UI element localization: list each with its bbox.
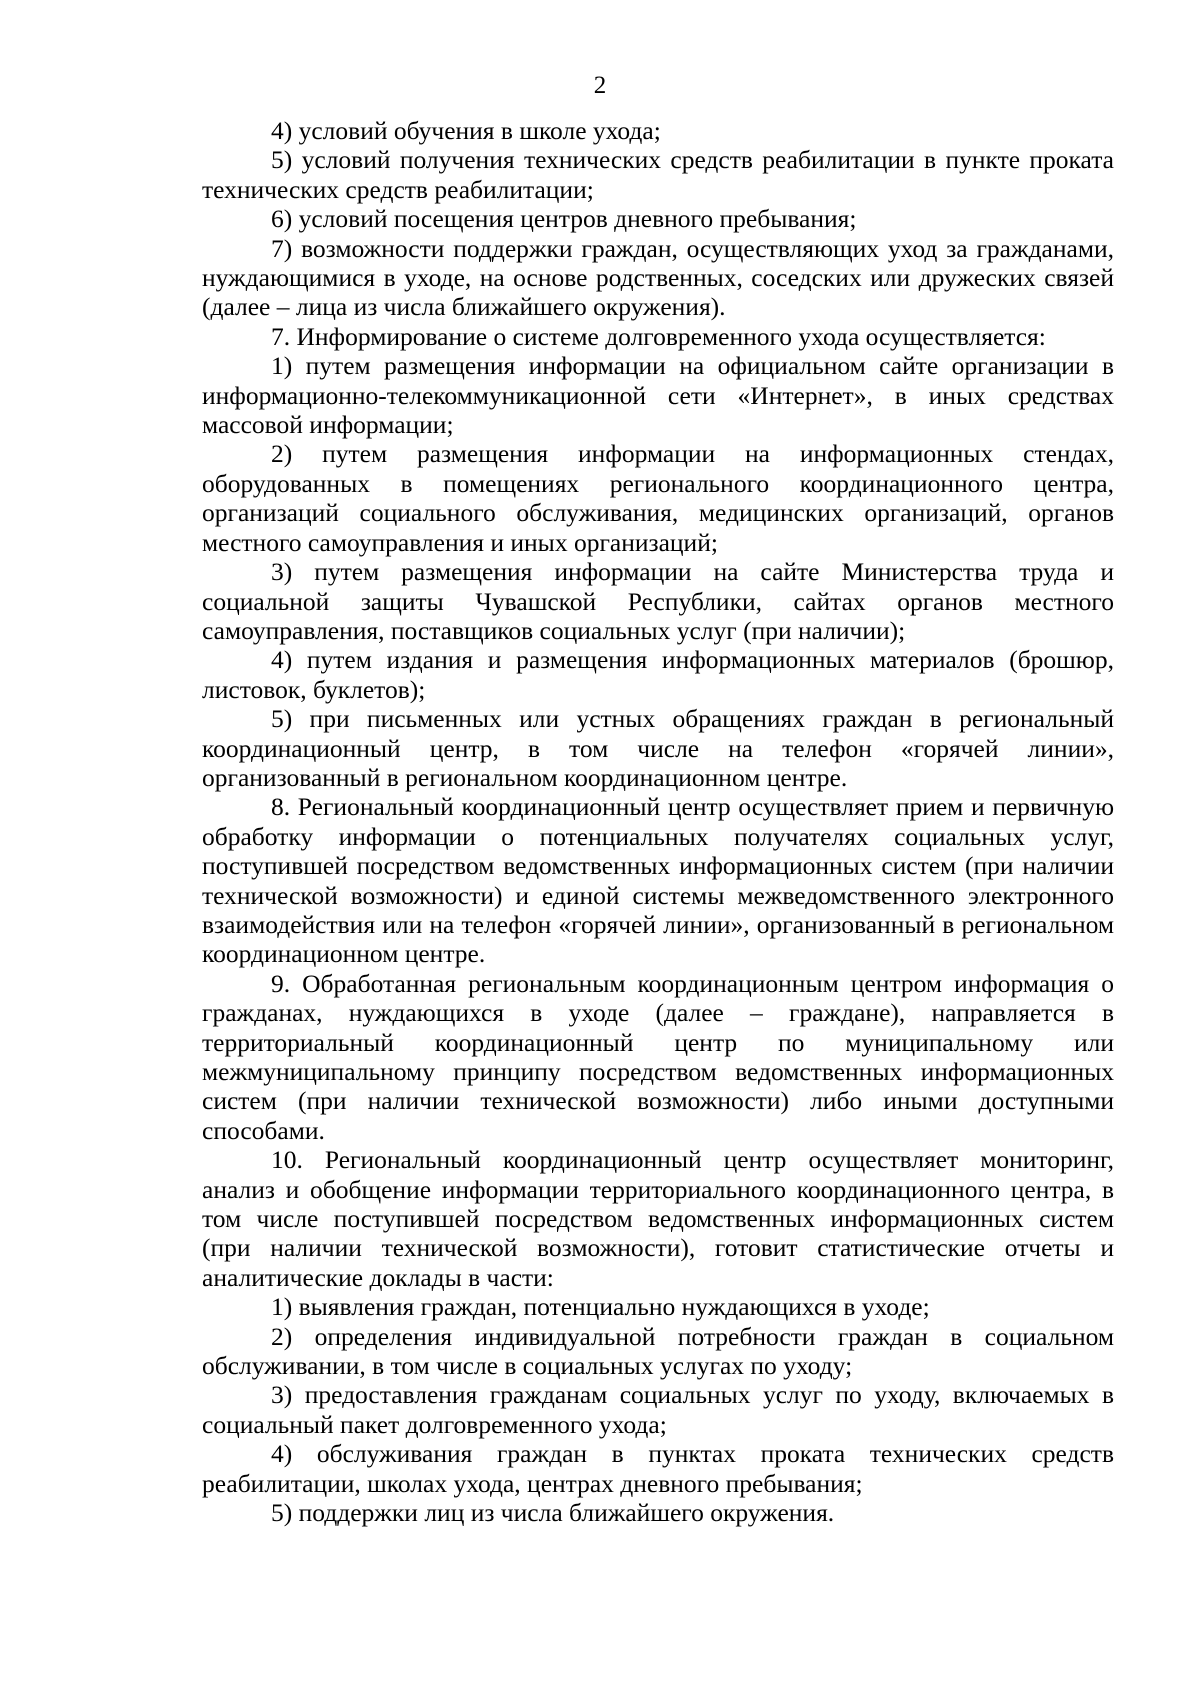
paragraph: 10. Региональный координационный центр осуществляет мониторинг, анализ и обобщение информации территориального координационного центра, в том числе поступившей посредством ведомственных информационных систем (при наличии технической возможности), готовит статистические отчеты и аналитические доклады в части: [202,1145,1114,1292]
paragraph: 5) при письменных или устных обращениях граждан в региональный координационный центр, в том числе на телефон «горячей линии», организованный в региональном координационном центре. [202,704,1114,792]
paragraph: 2) определения индивидуальной потребности граждан в социальном обслуживании, в том числе в социальных услугах по уходу; [202,1321,1114,1381]
paragraph: 5) условий получения технических средств реабилитации в пункте проката технических средств реабилитации; [202,145,1114,204]
paragraph: 3) предоставления гражданам социальных услуг по уходу, включаемых в социальный пакет долговременного ухода; [202,1380,1114,1439]
paragraph: 7) возможности поддержки граждан, осуществляющих уход за гражданами, нуждающимися в уходе, на основе родственных, соседских или дружеских связей (далее – лица из числа ближайшего окружения). [202,233,1114,322]
page-number: 2 [593,72,607,99]
document-body [202,116,1114,1528]
paragraph: 4) обслуживания граждан в пунктах проката технических средств реабилитации, школах ухода, центрах дневного пребывания; [202,1439,1114,1498]
paragraph: 7. Информирование о системе долговременного ухода осуществляется: [271,321,1046,351]
paragraph: 1) выявления граждан, потенциально нуждающихся в уходе; [271,1292,930,1322]
paragraph: 3) путем размещения информации на сайте Министерства труда и социальной защиты Чувашской Республики, сайтах органов местного самоуправления, поставщиков социальных услуг (при наличии); [202,557,1114,645]
paragraph: 9. Обработанная региональным координационным центром информация о гражданах, нуждающихся в уходе (далее – граждане), направляется в территориальный координационный центр по муниципальному или межмуниципальному принципу посредством ведомственных информационных систем (при наличии технической возможности) либо иными доступными способами. [202,968,1114,1145]
paragraph: 4) путем издания и размещения информационных материалов (брошюр, листовок, буклетов); [202,645,1114,704]
paragraph: 5) поддержки лиц из числа ближайшего окружения. [271,1498,835,1528]
paragraph: 1) путем размещения информации на официальном сайте организации в информационно-телекоммуникационной сети «Интернет», в иных средствах массовой информации; [202,351,1114,440]
paragraph: 8. Региональный координационный центр осуществляет прием и первичную обработку информации о потенциальных получателях социальных услуг, поступившей посредством ведомственных информационных систем (при наличии технической возможности) и единой системы межведомственного электронного взаимодействия или на телефон «горячей линии», организованный в региональном координационном центре. [202,792,1114,969]
paragraph: 4) условий обучения в школе ухода; [271,116,661,145]
paragraph: 2) путем размещения информации на информационных стендах, оборудованных в помещениях регионального координационного центра, организаций социального обслуживания, медицинских организаций, органов местного самоуправления и иных организаций; [202,439,1114,557]
paragraph: 6) условий посещения центров дневного пребывания; [271,204,857,234]
